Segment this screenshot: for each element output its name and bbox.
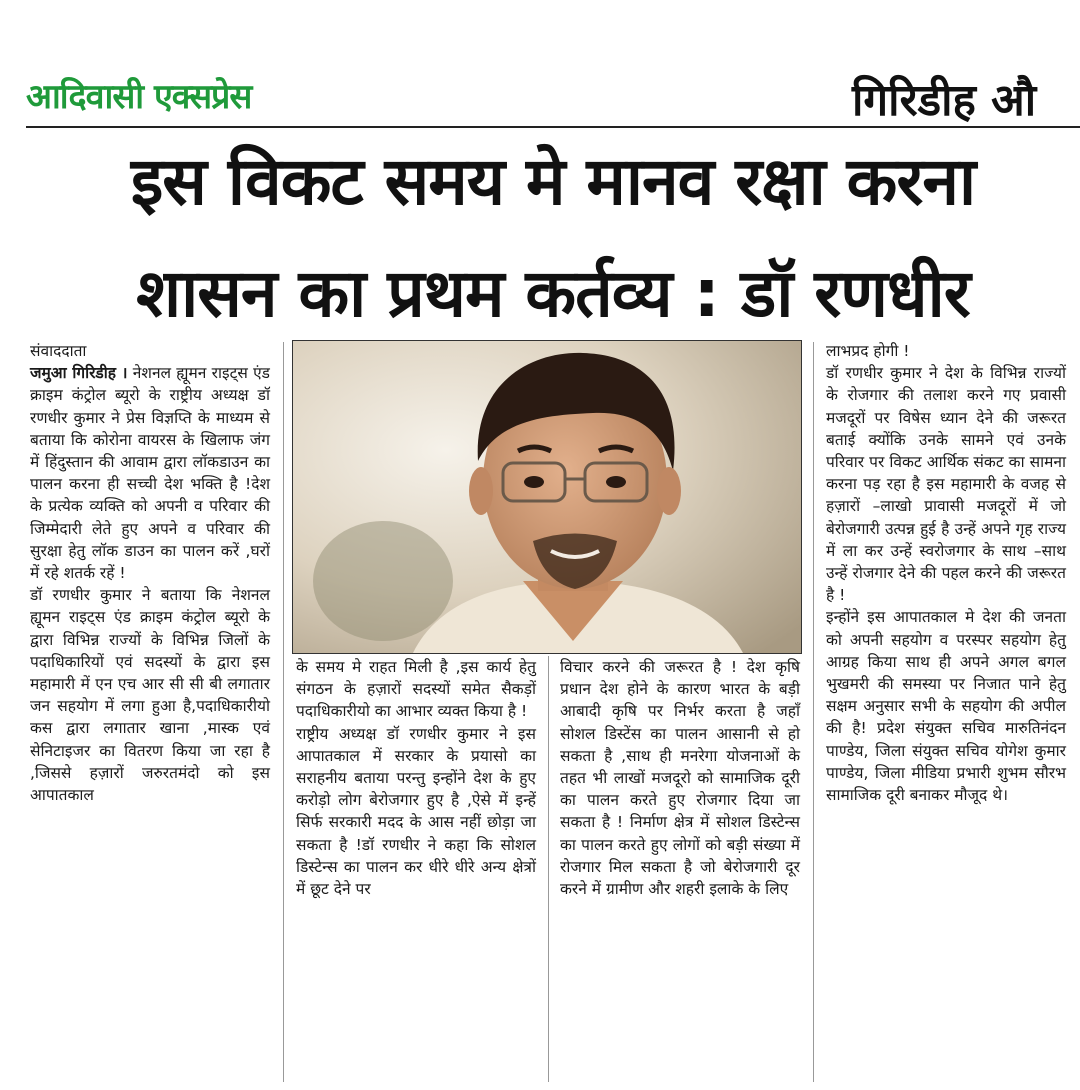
dateline: जमुआ गिरिडीह ।	[30, 364, 128, 383]
article-paragraph: लाभप्रद होगी !	[826, 342, 910, 360]
article-column-3	[560, 656, 800, 900]
column-divider	[548, 656, 549, 1082]
article-paragraph: डॉ रणधीर कुमार ने बताया कि नेशनल ह्यूमन राइट्स एंड क्राइम कंट्रोल ब्यूरो के द्वारा विभिन्न राज्यों के विभिन्न जिलों के पदाधिकारियों एवं सदस्यों के द्वारा इस महामारी में एन एच आर सी सी बी लगातार जन सहयोग में लगा हुआ है,पदाधिकारीयो कस द्वारा लगातार खाना ,मास्क एवं सेनिटाइजर का वितरण किया जा रहा है ,जिससे हज़ारों जरुरतमंदो को इस आपातकाल	[30, 586, 270, 805]
headline-line-1: इस विकट समय मे मानव रक्षा करना	[130, 143, 976, 220]
byline: संवाददाता	[30, 342, 87, 360]
article-paragraph: डॉ रणधीर कुमार ने देश के विभिन्न राज्यों के रोजगार की तलाश करने गए प्रवासी मजदूरों पर विषेस ध्यान देने की जरूरत बताई क्योंकि उनके सामने एवं उनके परिवार पर विकट आर्थिक संकट का सामना करना पड़ रहा है इस महामारी के वजह से हज़ारों –लाखो प्रावासी मजदूरों में जो बेरोजगारी उत्पन्न हुई है उन्हें अपने गृह राज्य में ला कर उन्हें स्वरोजगार के साथ –साथ उन्हें रोजगार देने की पहल करने की जरूरत है !	[826, 364, 1066, 605]
portrait-image	[293, 341, 801, 653]
headline-line-2: शासन का प्रथम कर्तव्य : डॉ रणधीर	[136, 255, 970, 332]
section-title: गिरिडीह औ	[852, 75, 1037, 126]
column-divider	[813, 342, 814, 1082]
article-column-1	[30, 340, 270, 806]
article-column-2	[296, 656, 536, 900]
article-paragraph: के समय मे राहत मिली है ,इस कार्य हेतु संगठन के हज़ारों सदस्यों समेत सैकड़ों पदाधिकारीयो का आभार व्यक्त किया है !	[296, 658, 536, 721]
article-paragraph: राष्ट्रीय अध्यक्ष डॉ रणधीर कुमार ने इस आपातकाल में सरकार के प्रयासो का सराहनीय बताया परन्तु इन्होंने देश के हुए करोड़ो लोग बेरोजगार हुए है ,ऐसे में इन्हें सिर्फ सरकारी मदद के आस नहीं छोड़ा जा सकता है !डॉ रणधीर ने कहा कि सोशल डिस्टेन्स का पालन कर धीरे धीरे अन्य क्षेत्रों में छूट देने पर	[296, 724, 536, 899]
article-paragraph: विचार करने की जरूरत है ! देश कृषि प्रधान देश होने के कारण भारत के बड़ी आबादी कृषि पर निर्भर करता है जहाँ सोशल डिस्टेंस का पालन आसानी से हो सकता है ,साथ ही मनरेगा योजनाओं के तहत भी लाखों मजदूरो को सामाजिक दूरी का पालन करते हुए रोजगार दिया जा सकता है ! निर्माण क्षेत्र में सोशल डिस्टेन्स का पालन करते हुए लोगों को बड़ी संख्या में रोजगार मिल सकता है जो बेरोजगारी दूर करने में ग्रामीण और शहरी इलाके के लिए	[560, 658, 800, 899]
masthead-rule	[26, 126, 1080, 128]
article-column-4	[826, 340, 1066, 806]
column-divider	[283, 342, 284, 1082]
paragraph-text: नेशनल ह्यूमन राइट्स एंड क्राइम कंट्रोल ब्यूरो के राष्ट्रीय अध्यक्ष डॉ रणधीर कुमार ने प्रेस विज्ञप्ति के माध्यम से बताया कि कोरोना वायरस के खिलाफ जंग में हिंदुस्तान की आवाम द्वारा लॉकडाउन का पालन करना ही सच्ची देश भक्ति है !देश के प्रत्येक व्यक्ति को अपनी व परिवार की जिम्मेदारी लेते हुए अपने व परिवार की सुरक्षा हेतु लॉक डाउन का पालन करें ,घरों में रहे शतर्क रहें !	[30, 364, 270, 583]
portrait-photo	[292, 340, 802, 654]
article-paragraph: इन्होंने इस आपातकाल मे देश की जनता को अपनी सहयोग व परस्पर सहयोग हेतु आग्रह किया साथ ही अपने अगल बगल भुखमरी की समस्या पर निजात पाने हेतु सक्षम अनुसार सभी के सहयोग की अपील की है! प्रदेश संयुक्त सचिव मारुतिनंदन पाण्डेय, जिला संयुक्त सचिव योगेश कुमार पाण्डेय, जिला मीडिया प्रभारी शुभम सौरभ सामाजिक दूरी बनाकर मौजूद थे।	[826, 608, 1066, 805]
article-paragraph	[30, 362, 270, 584]
newspaper-title: आदिवासी एक्सप्रेस	[26, 77, 252, 117]
